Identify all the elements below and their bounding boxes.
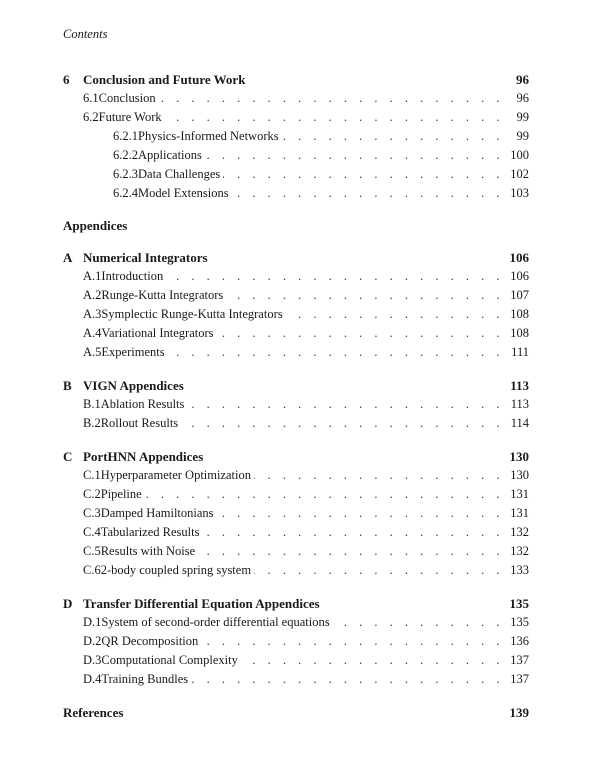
page-number: 102 — [510, 167, 529, 181]
dot-leader — [232, 184, 504, 203]
page-number: 108 — [510, 307, 529, 321]
dot-leader — [286, 305, 504, 324]
section-number: A.2 — [83, 288, 102, 302]
section-title: Pipeline — [100, 487, 142, 501]
toc-entry[interactable] — [63, 324, 529, 343]
section-title: Conclusion — [98, 91, 156, 105]
appendix-title: VIGN Appendices — [83, 378, 184, 393]
section-title: Tabularized Results — [100, 525, 200, 539]
appendix-letter: A — [63, 250, 73, 265]
section-title: Experiments — [101, 345, 165, 359]
subsection-title: Model Extensions — [138, 186, 229, 200]
toc-entry[interactable] — [63, 267, 529, 286]
dot-leader — [217, 504, 504, 523]
section-number: A.3 — [83, 307, 102, 321]
page-number: 135 — [510, 615, 529, 629]
dot-leader — [223, 165, 504, 184]
dot-leader — [282, 127, 504, 146]
section-title: Training Bundles — [101, 672, 189, 686]
dot-leader — [226, 286, 504, 305]
dot-leader — [217, 324, 504, 343]
dot-leader — [145, 485, 504, 504]
toc-entry[interactable] — [63, 146, 529, 165]
dot-leader — [191, 670, 504, 689]
section-number: D.2 — [83, 634, 102, 648]
toc-entry[interactable] — [63, 305, 529, 324]
page-number: 131 — [510, 487, 529, 501]
section-number: C.1 — [83, 468, 101, 482]
dot-leader — [205, 146, 504, 165]
dot-leader — [165, 108, 504, 127]
dot-leader — [254, 466, 504, 485]
section-title: Ablation Results — [100, 397, 185, 411]
page-number: 130 — [509, 449, 529, 464]
page-number: 113 — [510, 378, 529, 393]
appendix-letter: D — [63, 596, 73, 611]
dot-leader — [202, 523, 504, 542]
toc-entry[interactable] — [63, 485, 529, 504]
page-number: 133 — [510, 563, 529, 577]
page-number: 100 — [510, 148, 529, 162]
dot-leader — [181, 414, 504, 433]
section-number: C.2 — [83, 487, 101, 501]
page-number: 106 — [510, 269, 529, 283]
toc-entry[interactable] — [63, 632, 529, 651]
page-number: 135 — [509, 596, 529, 611]
section-title: Symplectic Runge-Kutta Integrators — [101, 307, 283, 321]
section-number: 6.1 — [83, 91, 99, 105]
subsection-number: 6.2.4 — [113, 186, 138, 200]
page-number: 111 — [511, 345, 529, 359]
section-number: C.3 — [83, 506, 101, 520]
section-number: C.5 — [83, 544, 101, 558]
section-number: A.5 — [83, 345, 102, 359]
page-number: 132 — [510, 525, 529, 539]
toc-appendix-b[interactable] — [63, 376, 529, 395]
subsection-title: Applications — [138, 148, 202, 162]
dot-leader — [198, 542, 504, 561]
dot-leader — [254, 561, 504, 580]
section-title: 2-body coupled spring system — [100, 563, 252, 577]
toc-appendix-d[interactable] — [63, 594, 529, 613]
toc-entry[interactable] — [63, 523, 529, 542]
subsection-title: Physics-Informed Networks — [138, 129, 279, 143]
page-number: 132 — [510, 544, 529, 558]
section-number: D.4 — [83, 672, 102, 686]
dot-leader — [187, 395, 504, 414]
appendix-title: Numerical Integrators — [83, 250, 208, 265]
toc-entry[interactable] — [63, 651, 529, 670]
subsection-number: 6.2.1 — [113, 129, 138, 143]
section-title: Damped Hamiltonians — [100, 506, 214, 520]
toc-appendix-c[interactable] — [63, 447, 529, 466]
page-number: 114 — [510, 416, 529, 430]
page-number: 96 — [516, 91, 529, 105]
appendix-title: Transfer Differential Equation Appendices — [83, 596, 320, 611]
page-number: 139 — [509, 705, 529, 720]
toc-chapter-6[interactable] — [63, 70, 529, 89]
toc-entry[interactable] — [63, 466, 529, 485]
toc-entry[interactable] — [63, 613, 529, 632]
toc-entry[interactable] — [63, 108, 529, 127]
section-title: Runge-Kutta Integrators — [101, 288, 224, 302]
page-number: 107 — [510, 288, 529, 302]
section-number: 6.2 — [83, 110, 99, 124]
appendix-title: PortHNN Appendices — [83, 449, 204, 464]
toc-references[interactable] — [63, 703, 529, 722]
toc-entry[interactable] — [63, 286, 529, 305]
section-number: A.1 — [83, 269, 102, 283]
page-number: 103 — [510, 186, 529, 200]
toc-entry[interactable] — [63, 343, 529, 362]
section-number: D.1 — [83, 615, 102, 629]
section-title: Introduction — [101, 269, 164, 283]
toc-entry[interactable] — [63, 504, 529, 523]
section-number: B.2 — [83, 416, 101, 430]
subsection-title: Data Challenges — [138, 167, 221, 181]
toc-entry[interactable] — [63, 184, 529, 203]
toc-entry[interactable] — [63, 89, 529, 108]
dot-leader — [201, 632, 504, 651]
subsection-number: 6.2.2 — [113, 148, 138, 162]
chapter-number: 6 — [63, 72, 70, 87]
page-number: 113 — [510, 397, 529, 411]
toc-appendix-a[interactable] — [63, 248, 529, 267]
page-number: 108 — [510, 326, 529, 340]
table-of-contents — [63, 70, 529, 722]
page-number: 131 — [510, 506, 529, 520]
toc-entry[interactable] — [63, 670, 529, 689]
page-number: 99 — [516, 129, 529, 143]
section-number: D.3 — [83, 653, 102, 667]
section-number: C.6 — [83, 563, 101, 577]
dot-leader — [168, 343, 504, 362]
page-number: 137 — [510, 672, 529, 686]
toc-entry[interactable] — [63, 395, 529, 414]
toc-entry[interactable] — [63, 561, 529, 580]
toc-entry[interactable] — [63, 127, 529, 146]
references-title: References — [63, 705, 124, 720]
subsection-number: 6.2.3 — [113, 167, 138, 181]
dot-leader — [333, 613, 504, 632]
section-title: Results with Noise — [100, 544, 196, 558]
section-number: A.4 — [83, 326, 102, 340]
section-title: Computational Complexity — [101, 653, 238, 667]
page-number: 96 — [516, 72, 529, 87]
page-number: 99 — [516, 110, 529, 124]
section-title: Hyperparameter Optimization — [100, 468, 252, 482]
running-head: Contents — [63, 27, 108, 41]
dot-leader — [241, 651, 504, 670]
page-number: 106 — [509, 250, 529, 265]
page-number: 130 — [510, 468, 529, 482]
toc-entry[interactable] — [63, 542, 529, 561]
page-number: 136 — [510, 634, 529, 648]
toc-entry[interactable] — [63, 165, 529, 184]
section-title: Rollout Results — [100, 416, 179, 430]
section-number: B.1 — [83, 397, 101, 411]
appendix-letter: C — [63, 449, 73, 464]
section-title: Future Work — [98, 110, 162, 124]
toc-entry[interactable] — [63, 414, 529, 433]
page-number: 137 — [510, 653, 529, 667]
section-title: System of second-order differential equations — [101, 615, 330, 629]
dot-leader — [159, 89, 504, 108]
dot-leader — [166, 267, 504, 286]
chapter-title: Conclusion and Future Work — [83, 72, 246, 87]
appendices-heading: Appendices — [63, 218, 128, 233]
appendix-letter: B — [63, 378, 72, 393]
section-number: C.4 — [83, 525, 101, 539]
section-title: QR Decomposition — [101, 634, 199, 648]
section-title: Variational Integrators — [101, 326, 214, 340]
